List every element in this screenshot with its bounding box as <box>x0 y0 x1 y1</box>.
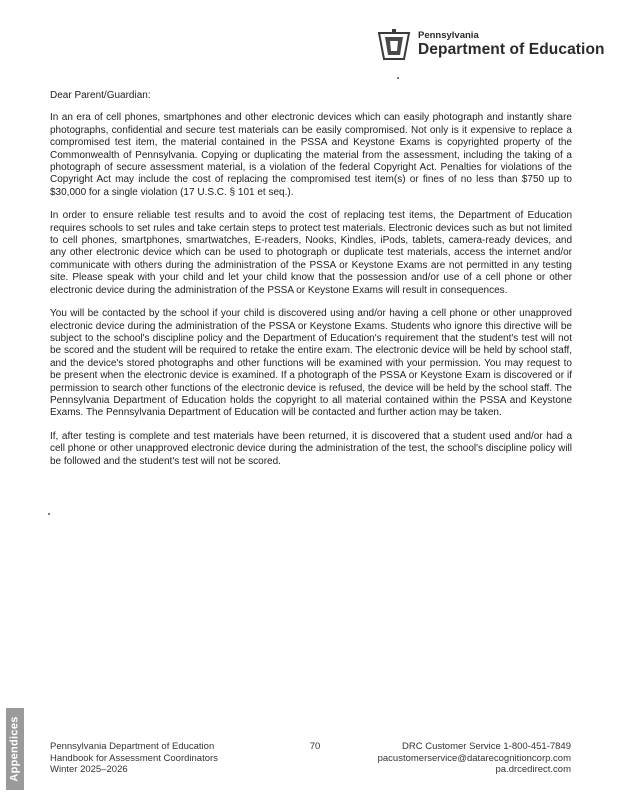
paragraph-consequences: You will be contacted by the school if your child is discovered using and/or having a cell phone or other unapproved electronic device during the administration of the PSSA or Keystone Exams. Students who ignore this directive will be subject to the school's discipline policy and the Department of Education's requirement that the student's test will not be scored and the student will be required to retake the entire exam. The electronic device will be held by school staff, and the device's stored photographs and other functions will be examined with your permission. You may request to be present when the electronic device is examined. If a photograph of the PSSA or Keystone Exam is discovered or if permission to search other functions of the electronic device is refused, the device will be held by the school staff. The Pennsylvania Department of Education holds the copyright to all material contained within the PSSA and Keystone Exams. The Pennsylvania Department of Education will be contacted and further action may be taken. <box>50 308 572 419</box>
appendices-tab-label: Appendices <box>9 716 22 782</box>
footer-department: Pennsylvania Department of Education <box>50 741 215 752</box>
footer-edition: Winter 2025–2026 <box>50 764 128 776</box>
footer-publication-info <box>50 741 218 776</box>
logo-department-name: Department of Education <box>418 41 605 58</box>
paragraph-device-rules: In order to ensure reliable test results and to avoid the cost of replacing test items, the Department of Education requires schools to set rules and take certain steps to protect test materials. Electronic devices such as but not limited to cell phones, smartphones, smartwatches, E-readers, Nooks, Kindles, iPods, tablets, camera-ready devices, and any other electronic device which can be used to photograph or duplicate test materials, access the internet and/or communicate with others during the administration of the PSSA or Keystone Exams are not permitted in any testing site. Please speak with your child and let your child know that the possession and/or use of a cell phone or other electronic device during the administration of the PSSA or Keystone Exams will result in consequences. <box>50 210 572 296</box>
footer-handbook-title: Handbook for Assessment Coordinators <box>50 752 218 764</box>
keystone-seal-icon <box>376 27 412 61</box>
appendices-tab <box>6 708 24 790</box>
letter-body <box>50 90 572 479</box>
footer-email: pacustomerservice@datarecognitioncorp.com <box>377 752 571 764</box>
scan-speck <box>48 513 50 515</box>
footer-website: pa.drcedirect.com <box>495 764 571 776</box>
paragraph-after-testing: If, after testing is complete and test materials have been returned, it is discovered that a student used and/or had a cell phone or other unapproved electronic device during the administration of the test, the school's discipline policy will be followed and the student's test will not be scored. <box>50 430 572 467</box>
scan-speck <box>397 77 399 79</box>
footer-contact-info <box>378 741 571 776</box>
footer-phone: DRC Customer Service 1-800-451-7849 <box>402 741 571 752</box>
salutation: Dear Parent/Guardian: <box>50 90 151 101</box>
paragraph-copyright: In an era of cell phones, smartphones and other electronic devices which can easily photograph and instantly share photographs, confidential and secure test materials can be easily compromised. Not only is it expensive to replace a compromised test item, the material contained in the PSSA and Keystone Exams is copyrighted property of the Commonwealth of Pennsylvania. Copying or duplicating the material from the assessment, including the taking of a photograph of secure assessment material, is a violation of the federal Copyright Act. Penalties for violations of the Copyright Act may include the cost of replacing the compromised test item(s) or fines of no less than $750 up to $30,000 for a single violation (17 U.S.C. § 101 et seq.). <box>50 112 572 198</box>
page-number: 70 <box>309 741 321 752</box>
logo-state-name: Pennsylvania <box>418 29 479 41</box>
pde-logo <box>376 27 605 61</box>
